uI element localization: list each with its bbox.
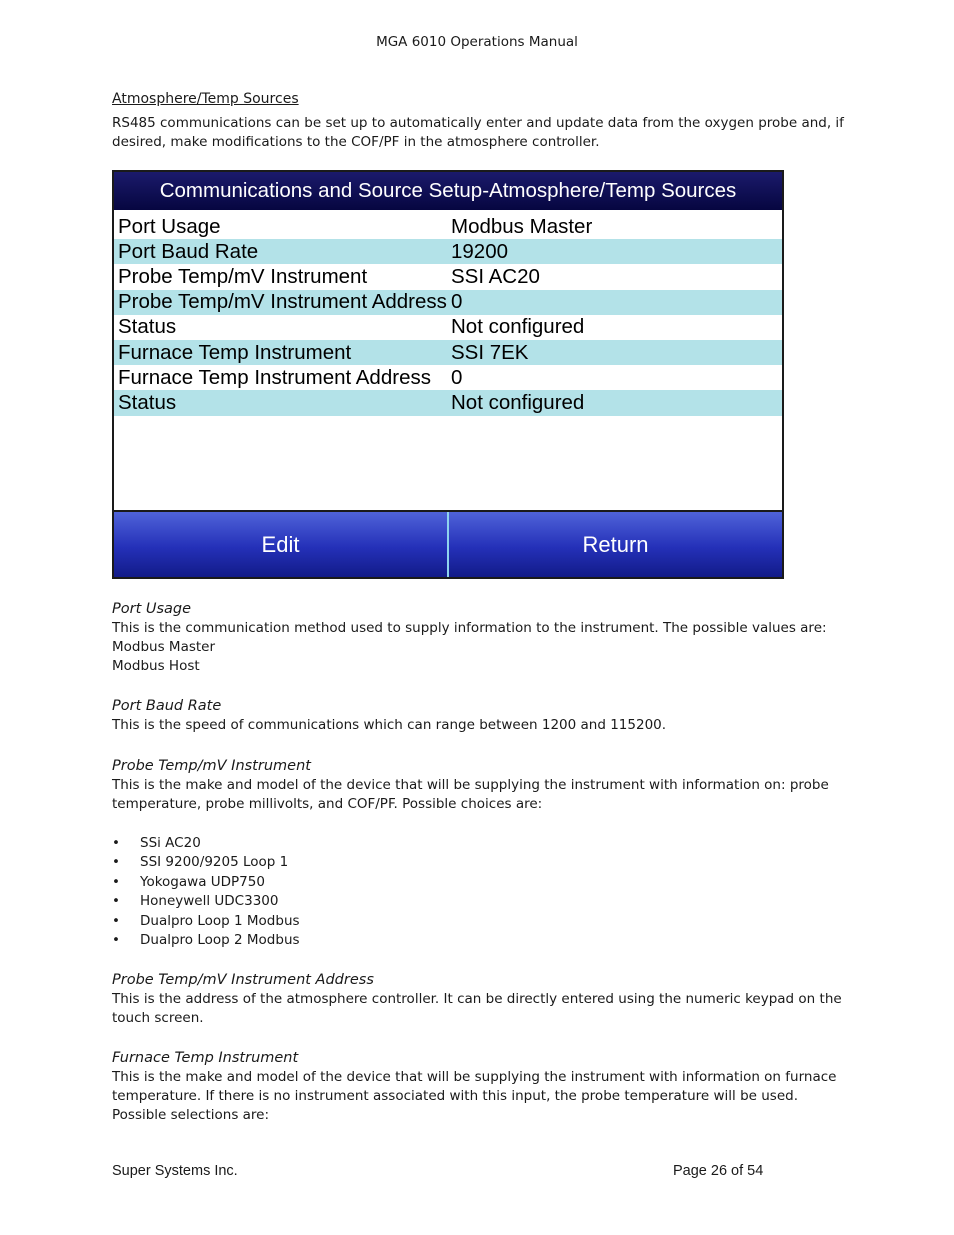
row-value: 0 xyxy=(451,365,463,389)
screen-button-bar xyxy=(114,510,782,577)
row-value: SSI 7EK xyxy=(451,340,529,364)
table-row[interactable] xyxy=(114,214,782,239)
row-label: Furnace Temp Instrument Address xyxy=(118,365,431,389)
row-label: Probe Temp/mV Instrument Address xyxy=(118,290,447,314)
row-value: Not configured xyxy=(451,315,585,339)
row-label: Status xyxy=(118,390,177,414)
footer-page-number: Page 26 of 54 xyxy=(673,1163,764,1179)
list-item: • Yokogawa UDP750 xyxy=(0,873,954,892)
furnace-instrument-text: This is the make and model of the device that will be supplying the instrument with information on furnace temperature. If there is no instrument associated with this input, the probe temperature will be used. Possible selections are: xyxy=(112,1069,837,1123)
row-value: 19200 xyxy=(451,239,509,263)
probe-address-heading: Probe Temp/mV Instrument Address xyxy=(112,972,374,988)
section-title: Atmosphere/Temp Sources xyxy=(112,91,299,107)
table-row[interactable] xyxy=(114,239,782,264)
list-item: • Dualpro Loop 1 Modbus xyxy=(0,912,954,931)
port-baud-section xyxy=(112,697,847,735)
table-row[interactable] xyxy=(114,340,782,365)
probe-instrument-text: This is the make and model of the device that will be supplying the instrument with information on: probe temperature, probe millivolts, and COF/PF. Possible choices are: xyxy=(112,777,829,812)
table-row[interactable] xyxy=(114,365,782,390)
port-usage-section xyxy=(112,600,847,676)
row-label: Port Usage xyxy=(118,214,221,238)
list-item: • SSi AC20 xyxy=(0,834,954,853)
probe-choice-list xyxy=(0,834,954,950)
row-label: Port Baud Rate xyxy=(118,239,259,263)
page-header: MGA 6010 Operations Manual xyxy=(376,34,578,50)
port-usage-text: This is the communication method used to supply information to the instrument. The possible values are: xyxy=(112,620,827,636)
row-value: SSI AC20 xyxy=(451,264,540,288)
list-item: • SSI 9200/9205 Loop 1 xyxy=(0,853,954,872)
row-value: 0 xyxy=(451,290,463,314)
probe-address-text: This is the address of the atmosphere controller. It can be directly entered using the numeric keypad on the touch screen. xyxy=(112,991,842,1026)
port-usage-value: Modbus Master xyxy=(112,639,216,655)
probe-instrument-section xyxy=(112,757,847,814)
return-button[interactable]: Return xyxy=(447,512,782,577)
section-intro xyxy=(112,90,847,152)
table-row[interactable] xyxy=(114,264,782,289)
furnace-instrument-heading: Furnace Temp Instrument xyxy=(112,1050,299,1066)
table-row[interactable] xyxy=(114,315,782,340)
furnace-instrument-section xyxy=(112,1049,847,1125)
table-row[interactable] xyxy=(114,290,782,315)
port-usage-heading: Port Usage xyxy=(112,601,192,617)
row-label: Probe Temp/mV Instrument xyxy=(118,264,368,288)
port-baud-heading: Port Baud Rate xyxy=(112,698,222,714)
row-label: Furnace Temp Instrument xyxy=(118,340,352,364)
port-usage-value: Modbus Host xyxy=(112,658,200,674)
section-intro-text: RS485 communications can be set up to automatically enter and update data from the oxygen probe and, if desired, make modifications to the COF/PF in the atmosphere controller. xyxy=(112,115,844,150)
screen-capture xyxy=(112,170,784,579)
row-value: Modbus Master xyxy=(451,214,593,238)
footer-company: Super Systems Inc. xyxy=(112,1163,238,1179)
list-item: • Dualpro Loop 2 Modbus xyxy=(0,931,954,950)
port-baud-text: This is the speed of communications which can range between 1200 and 115200. xyxy=(112,717,667,733)
row-label: Status xyxy=(118,315,177,339)
probe-address-section xyxy=(112,971,847,1028)
row-value: Not configured xyxy=(451,390,585,414)
list-item: • Honeywell UDC3300 xyxy=(0,892,954,911)
edit-button[interactable]: Edit xyxy=(114,512,447,577)
settings-table xyxy=(114,214,782,416)
table-row[interactable] xyxy=(114,390,782,415)
screen-title: Communications and Source Setup-Atmosphere/Temp Sources xyxy=(114,172,782,210)
probe-instrument-heading: Probe Temp/mV Instrument xyxy=(112,758,311,774)
